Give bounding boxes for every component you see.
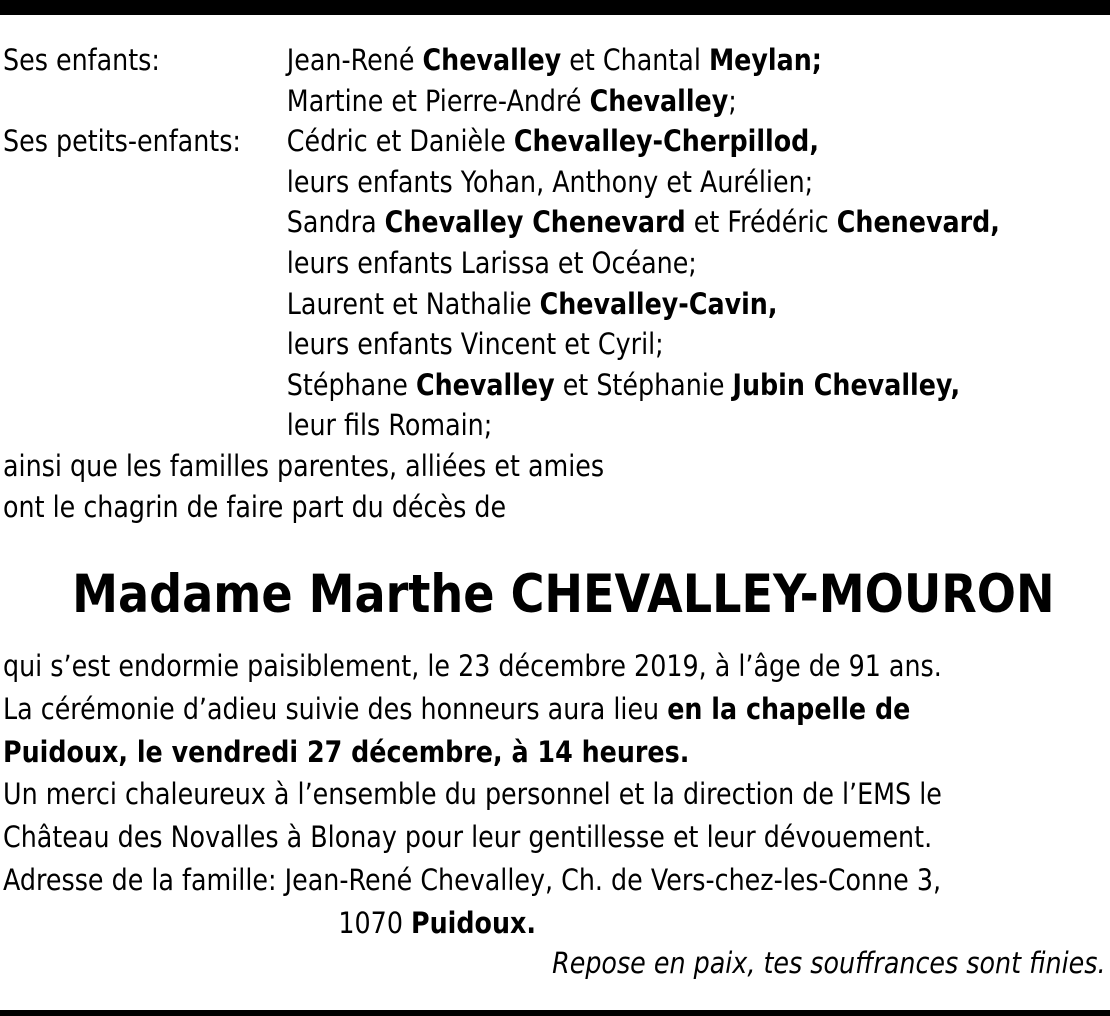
address-city-line xyxy=(3,902,953,945)
deceased-name: Madame Marthe CHEVALLEY-MOURON xyxy=(72,564,1055,625)
text-segment: Laurent et Nathalie xyxy=(286,286,540,321)
announcement-line: ont le chagrin de faire part du décès de xyxy=(3,489,507,524)
children-label: Ses enfants: xyxy=(3,43,160,77)
text-segment: Jean-René xyxy=(286,43,423,77)
grandchildren-line xyxy=(3,162,953,203)
grandchildren-line xyxy=(3,202,1000,243)
text-segment: et Stéphanie xyxy=(554,367,733,402)
details-block xyxy=(3,645,953,945)
address-postcode: 1070 xyxy=(338,905,412,940)
text-segment: et Chantal xyxy=(561,43,709,77)
grandchildren-line xyxy=(3,365,961,406)
children-row xyxy=(3,40,953,81)
ceremony-prefix: La cérémonie d’adieu suivie des honneurs aura lieu xyxy=(3,691,668,726)
grandchildren-row xyxy=(3,121,953,162)
text-segment: Sandra xyxy=(286,205,385,240)
text-segment: leur fils Romain; xyxy=(286,408,493,443)
relatives-line: ainsi que les familles parentes, alliées et amies xyxy=(3,448,605,483)
grandchildren-line xyxy=(287,121,819,162)
text-segment: Cédric et Danièle xyxy=(286,124,514,159)
name-bold: Meylan; xyxy=(708,43,822,77)
text-segment: Martine et Pierre-André xyxy=(286,83,590,118)
bottom-rule xyxy=(0,1010,1110,1016)
death-line: qui s’est endormie paisiblement, le 23 décembre 2019, à l’âge de 91 ans. xyxy=(3,649,942,683)
grandchildren-line xyxy=(3,324,953,365)
ceremony-date: Puidoux, le vendredi 27 décembre, à 14 heures. xyxy=(3,734,690,769)
name-bold: Jubin Chevalley, xyxy=(732,367,961,402)
name-bold: Chevalley xyxy=(589,83,729,118)
family-list xyxy=(3,40,1000,527)
address-city: Puidoux. xyxy=(411,905,537,940)
text-segment: leurs enfants Yohan, Anthony et Aurélien; xyxy=(286,164,814,199)
ceremony-line xyxy=(3,688,953,731)
name-bold: Chevalley-Cavin, xyxy=(539,286,778,321)
top-rule xyxy=(0,0,1110,15)
thanks-line: Château des Novalles à Blonay pour leur gentillesse et leur dévouement. xyxy=(3,820,933,855)
text-segment: ; xyxy=(728,83,737,118)
name-bold: Chevalley xyxy=(422,43,562,77)
thanks-line: Un merci chaleureux à l’ensemble du personnel et la direction de l’EMS le xyxy=(3,777,942,812)
ceremony-place: en la chapelle de xyxy=(667,691,911,726)
name-bold: Chevalley xyxy=(415,367,555,402)
name-bold: Chevalley-Cherpillod, xyxy=(513,124,819,159)
name-bold: Chevalley Chenevard xyxy=(384,205,686,240)
ceremony-date-line xyxy=(3,731,953,774)
text-segment: Stéphane xyxy=(286,367,416,402)
grandchildren-line xyxy=(3,284,953,325)
name-bold: Chenevard, xyxy=(836,205,1000,240)
address-line: Adresse de la famille: Jean-René Chevalley, Ch. de Vers-chez-les-Conne 3, xyxy=(3,862,942,897)
closing-quote: Repose en paix, tes souffrances sont finies. xyxy=(552,946,1106,980)
children-line xyxy=(3,81,953,122)
grandchildren-line xyxy=(3,405,953,446)
text-segment: et Frédéric xyxy=(685,205,837,240)
children-line xyxy=(287,40,822,81)
grandchildren-line xyxy=(3,243,953,284)
text-segment: leurs enfants Vincent et Cyril; xyxy=(286,327,664,362)
text-segment: leurs enfants Larissa et Océane; xyxy=(286,245,697,280)
grandchildren-label: Ses petits-enfants: xyxy=(3,124,241,159)
